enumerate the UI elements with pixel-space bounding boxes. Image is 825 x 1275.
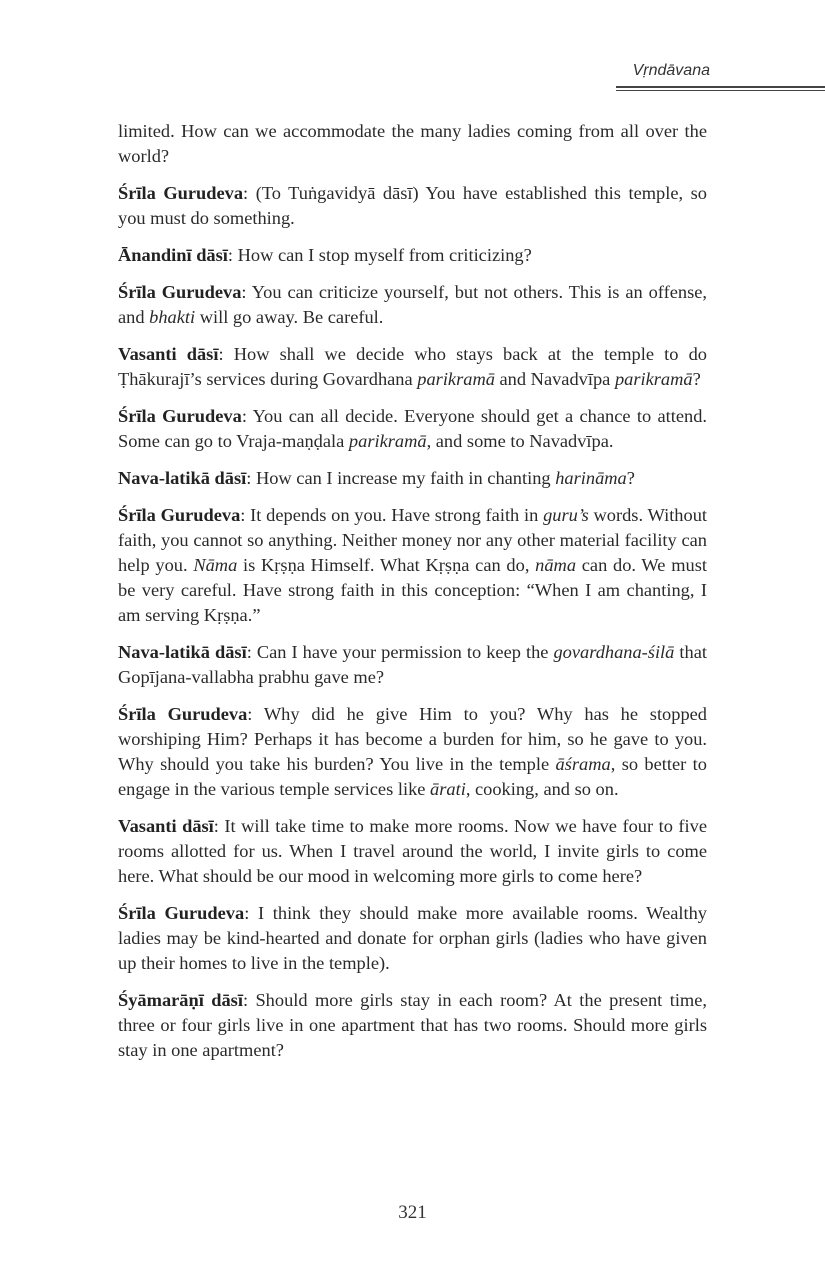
paragraph-text: : Why did he give Him to you? Why has he stopped worshiping Him? Perhaps it has become a burden for him, so he gave to you. Why should you take his burden? You live in the temple [118, 704, 707, 774]
paragraph-text: : You can all decide. Everyone should get a chance to attend. Some can go to Vraja-maṇḍala [118, 406, 708, 451]
paragraph-text: , and some to Navadvīpa. [426, 431, 614, 451]
dialogue-paragraph [118, 342, 707, 392]
paragraph-text: limited. How can we accommodate the many ladies coming from all over the world? [118, 121, 707, 166]
italic-term: parikramā [348, 431, 427, 451]
paragraph-text: ? [626, 468, 635, 488]
paragraph-text: is Kṛṣṇa Himself. What Kṛṣṇa can do, [237, 555, 536, 575]
speaker-name: Ānandinī dāsī [118, 245, 228, 265]
paragraph-text: , so better to engage in the various temple services like [118, 754, 707, 799]
paragraph-text: can do. We must be very careful. Have strong faith in this conception: “When I am chanting, I am serving Kṛṣṇa.” [118, 555, 707, 625]
paragraph-text: : It will take time to make more rooms. Now we have four to five rooms allotted for us. When I travel around the world, I invite girls to come here. What should be our mood in welcoming more girls to come here? [118, 816, 707, 886]
speaker-name: Vasanti dāsī [118, 344, 219, 364]
dialogue-paragraph [118, 814, 707, 889]
dialogue-paragraph [118, 988, 707, 1063]
running-title: Vṛndāvana [632, 62, 710, 79]
header-rule-thick [616, 86, 825, 88]
speaker-name: Śrīla Gurudeva [118, 903, 245, 923]
italic-term: nāma [535, 555, 577, 575]
speaker-name: Śrīla Gurudeva [118, 505, 241, 525]
body-text [118, 119, 707, 1075]
italic-term: āśrama [555, 754, 611, 774]
paragraph-text: : Can I have your permission to keep the [246, 642, 554, 662]
paragraph-text: : How can I increase my faith in chanting [246, 468, 556, 488]
paragraph-text: , cooking, and so on. [465, 779, 619, 799]
speaker-name: Śrīla Gurudeva [118, 406, 242, 426]
paragraph-text: will go away. Be careful. [195, 307, 384, 327]
running-title-box [616, 60, 825, 84]
paragraph-text: : How can I stop myself from criticizing? [227, 245, 532, 265]
italic-term: ārati [430, 779, 466, 799]
running-header [616, 60, 825, 91]
paragraph-text: : I think they should make more available rooms. Wealthy ladies may be kind-hearted and donate for orphan girls (ladies who have given up their homes to live in the temple). [118, 903, 708, 973]
italic-term: parikramā [614, 369, 693, 389]
italic-term: bhakti [149, 307, 196, 327]
dialogue-paragraph [118, 404, 707, 454]
paragraph-text: ? [692, 369, 701, 389]
speaker-name: Vasanti dāsī [118, 816, 214, 836]
dialogue-paragraph [118, 702, 707, 802]
page-number: 321 [398, 1202, 427, 1223]
dialogue-paragraph [118, 181, 707, 231]
italic-term: parikramā [417, 369, 495, 389]
speaker-name: Śyāmarāṇī dāsī [118, 990, 243, 1010]
header-rule-thin [616, 90, 825, 91]
speaker-name: Śrīla Gurudeva [118, 183, 244, 203]
paragraph-text: that Gopījana-vallabha prabhu gave me? [118, 642, 707, 687]
speaker-name: Nava-latikā dāsī [118, 468, 247, 488]
speaker-name: Śrīla Gurudeva [118, 704, 248, 724]
dialogue-paragraph [118, 640, 707, 690]
dialogue-paragraph [118, 901, 707, 976]
paragraph-text: : How shall we decide who stays back at the temple to do Ṭhākurajī’s services during Govardhana [118, 344, 707, 389]
dialogue-paragraph [118, 119, 707, 169]
dialogue-paragraph [118, 466, 707, 491]
paragraph-text: : You can criticize yourself, but not others. This is an offense, and [118, 282, 707, 327]
italic-term: guru’s [543, 505, 589, 525]
italic-term: harināma [555, 468, 627, 488]
paragraph-text: : Should more girls stay in each room? At the present time, three or four girls live in one apartment that has two rooms. Should more girls stay in one apartment? [118, 990, 707, 1060]
italic-term: Nāma [193, 555, 238, 575]
dialogue-paragraph [118, 280, 707, 330]
italic-term: govardhana-śilā [553, 642, 675, 662]
dialogue-paragraph [118, 503, 707, 628]
paragraph-text: : It depends on you. Have strong faith in [240, 505, 544, 525]
dialogue-paragraph [118, 243, 707, 268]
paragraph-text: : (To Tuṅgavidyā dāsī) You have established this temple, so you must do something. [118, 183, 707, 228]
paragraph-text: and Navadvīpa [494, 369, 615, 389]
speaker-name: Śrīla Gurudeva [118, 282, 242, 302]
paragraph-text: words. Without faith, you cannot so anything. Neither money nor any other material facility can help you. [118, 505, 708, 575]
speaker-name: Nava-latikā dāsī [118, 642, 247, 662]
